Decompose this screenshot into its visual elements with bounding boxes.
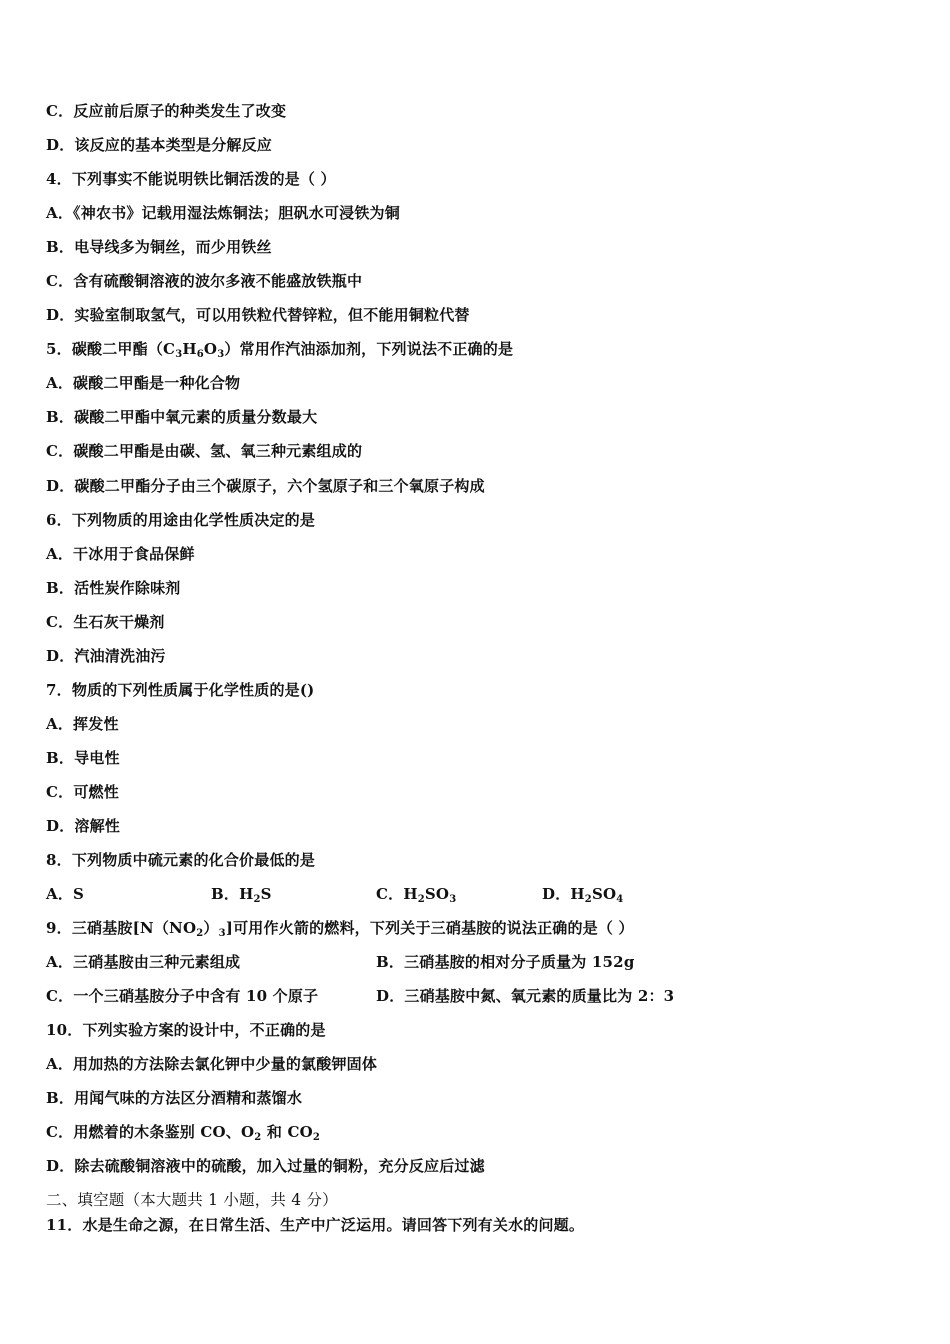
q8c-sub2: 3 (449, 894, 457, 905)
q8b-text-end: S (260, 885, 272, 903)
q10-option-a: A．用加热的方法除去氯化钾中少量的氯酸钾固体 (46, 1055, 378, 1073)
q4-option-d: D．实验室制取氢气，可以用铁粒代替锌粒，但不能用铜粒代替 (46, 306, 470, 324)
q7-option-c: C．可燃性 (46, 783, 119, 801)
q9-text-start: 9．三硝基胺[N（NO (46, 919, 197, 937)
q10c-text: C．用燃着的木条鉴别 CO、O (46, 1123, 255, 1141)
question-9 (46, 916, 634, 940)
q9-text-mid: ） (203, 919, 219, 937)
q9-option-d: D．三硝基胺中氮、氧元素的质量比为 2：3 (376, 987, 675, 1005)
question-4: 4．下列事实不能说明铁比铜活泼的是（ ） (46, 170, 336, 188)
q10c-sub-2: 2 (312, 1132, 321, 1143)
q8b-text: B．H (211, 885, 254, 903)
q9-text-end: ]可用作火箭的燃料，下列关于三硝基胺的说法正确的是（ ） (225, 919, 634, 937)
q3-option-d: D．该反应的基本类型是分解反应 (46, 136, 273, 154)
q5-option-a: A．碳酸二甲酯是一种化合物 (46, 374, 241, 392)
q5-sub-c: 3 (175, 349, 183, 360)
q3-option-c: C．反应前后原子的种类发生了改变 (46, 102, 287, 120)
q8-option-d (542, 882, 623, 906)
q6-option-b: B．活性炭作除味剂 (46, 579, 181, 597)
q5-option-d: D．碳酸二甲酯分子由三个碳原子，六个氢原子和三个氧原子构成 (46, 477, 485, 495)
q6-option-d: D．汽油清洗油污 (46, 647, 166, 665)
q9-sub-1: 2 (196, 928, 204, 939)
q4-option-b: B．电导线多为铜丝，而少用铁丝 (46, 238, 272, 256)
q8c-text: C．H (376, 885, 418, 903)
question-8: 8．下列物质中硫元素的化合价最低的是 (46, 851, 316, 869)
q9-sub-2: 3 (218, 928, 226, 939)
q4-option-c: C．含有硫酸铜溶液的波尔多液不能盛放铁瓶中 (46, 272, 363, 290)
q8-option-b (211, 882, 272, 906)
q5-sub-o: 3 (217, 349, 225, 360)
q10-option-c (46, 1120, 320, 1144)
q8d-sub: 2 (584, 894, 592, 905)
question-7: 7．物质的下列性质属于化学性质的是() (46, 681, 315, 699)
q8c-sub: 2 (417, 894, 425, 905)
q5-text-o: O (203, 340, 218, 358)
q6-option-a: A．干冰用于食品保鲜 (46, 545, 195, 563)
question-6: 6．下列物质的用途由化学性质决定的是 (46, 511, 316, 529)
q8-option-a: A．S (46, 885, 85, 903)
q5-text-end: ）常用作汽油添加剂，下列说法不正确的是 (224, 340, 514, 358)
q4-option-a: A．《神农书》记载用湿法炼铜法；胆矾水可浸铁为铜 (46, 204, 400, 222)
q10c-sub-1: 2 (254, 1132, 262, 1143)
q9-option-a: A．三硝基胺由三种元素组成 (46, 953, 241, 971)
question-11: 11．水是生命之源，在日常生活、生产中广泛运用。请回答下列有关水的问题。 (46, 1216, 585, 1234)
q9-options-row-2 (46, 984, 906, 1008)
q7-option-a: A．挥发性 (46, 715, 119, 733)
q8d-text-mid: SO (591, 885, 617, 903)
q8d-text: D．H (542, 885, 585, 903)
q8d-sub2: 4 (616, 894, 624, 905)
question-10: 10．下列实验方案的设计中，不正确的是 (46, 1021, 326, 1039)
q8b-sub: 2 (253, 894, 261, 905)
q7-option-d: D．溶解性 (46, 817, 121, 835)
q5-option-c: C．碳酸二甲酯是由碳、氢、氧三种元素组成的 (46, 442, 363, 460)
q5-text-h: H (182, 340, 197, 358)
q10-option-b: B．用闻气味的方法区分酒精和蒸馏水 (46, 1089, 303, 1107)
q9-option-c: C．一个三硝基胺分子中含有 10 个原子 (46, 987, 319, 1005)
q8-options-row (46, 882, 906, 906)
q7-option-b: B．导电性 (46, 749, 120, 767)
q8-option-c (376, 882, 456, 906)
q6-option-c: C．生石灰干燥剂 (46, 613, 165, 631)
q10c-text-mid: 和 CO (261, 1123, 313, 1141)
question-5 (46, 337, 513, 361)
q10-option-d: D．除去硫酸铜溶液中的硫酸，加入过量的铜粉，充分反应后过滤 (46, 1157, 485, 1175)
q5-text-start: 5．碳酸二甲酯（C (46, 340, 176, 358)
section-2-heading: 二、填空题（本大题共 1 小题，共 4 分） (46, 1191, 338, 1209)
q8c-text-mid: SO (424, 885, 450, 903)
q9-options-row-1 (46, 950, 906, 974)
q5-sub-h: 6 (196, 349, 204, 360)
q9-option-b: B．三硝基胺的相对分子质量为 152g (376, 953, 635, 971)
q5-option-b: B．碳酸二甲酯中氧元素的质量分数最大 (46, 408, 318, 426)
